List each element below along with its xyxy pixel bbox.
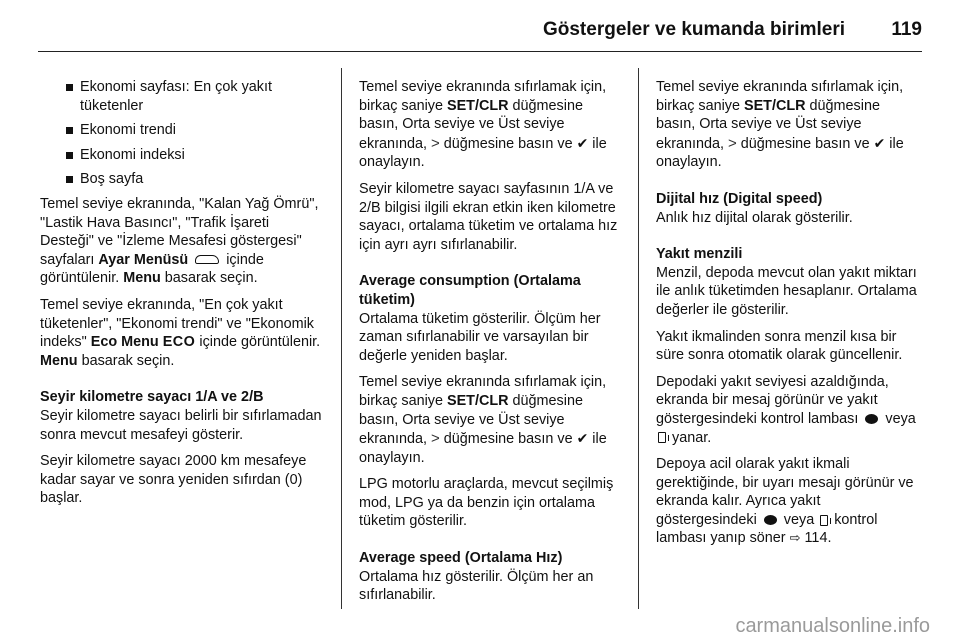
section-heading: Yakıt menzili: [656, 246, 743, 263]
paragraph: Depodaki yakıt seviyesi azaldığında, ekranda bir mesaj görünür ve yakıt göstergesindeki kontrol lambası veya yanar.: [656, 373, 916, 446]
fuel-warning-dot-icon: [865, 414, 878, 424]
paragraph: Seyir kilometre sayacı 2000 km mesafeye kadar sayar ve sonra yeniden sıfırdan (0) başlar.: [40, 453, 307, 507]
bullet-item: Ekonomi trendi: [62, 121, 324, 140]
header-rule: [38, 51, 922, 52]
page-header: [0, 0, 960, 50]
paragraph: Depoya acil olarak yakıt ikmali gerektiğinde, bir uyarı mesajı görünür ve ekranda kalır. Ayrıca yakıt göstergesindeki veya kontrol lambası yanıp söner ⇨ 114.: [656, 456, 914, 547]
paragraph: Ortalama tüketim gösterilir. Ölçüm her zaman sıfırlanabilir ve varsayılan bir değerle yeniden başlar.: [359, 310, 601, 364]
paragraph: LPG motorlu araçlarda, mevcut seçilmiş mod, LPG ya da benzin için ortalama tüketim gösterilir.: [359, 476, 614, 530]
fuel-pump-icon: [658, 432, 666, 443]
section-heading: Average speed (Ortalama Hız): [359, 550, 563, 567]
section-heading: Seyir kilometre sayacı 1/A ve 2/B: [40, 389, 264, 406]
page-number: 119: [891, 19, 922, 40]
column-3: [656, 78, 922, 556]
paragraph: Anlık hız dijital olarak gösterilir.: [656, 209, 853, 226]
bullet-item: Ekonomi sayfası: En çok yakıt tüketenler: [62, 78, 324, 115]
paragraph: Seyir kilometre sayacı belirli bir sıfırlamadan sonra mevcut mesafeyi gösterir.: [40, 407, 322, 443]
bullet-item: Boş sayfa: [62, 170, 324, 189]
check-icon: ✔: [873, 134, 886, 151]
column-2: [359, 78, 625, 613]
check-icon: ✔: [576, 430, 589, 447]
chevron-right-icon: >: [728, 134, 737, 152]
eco-icon: ECO: [162, 334, 196, 351]
paragraph: Temel seviye ekranında sıfırlamak için, birkaç saniye SET/CLR düğmesine basın, Orta seviye ve Üst seviye ekranında, > düğmesine basın ve ✔ ile onaylayın.: [359, 374, 607, 466]
column-1: [40, 78, 324, 516]
paragraph: Yakıt ikmalinden sonra menzil kısa bir süre sonra otomatik olarak güncellenir.: [656, 328, 903, 364]
paragraph: Temel seviye ekranında sıfırlamak için, birkaç saniye SET/CLR düğmesine basın, Orta seviye ve Üst seviye ekranında, > düğmesine basın ve ✔ ile onaylayın.: [656, 79, 904, 171]
paragraph: Temel seviye ekranında, "Kalan Yağ Ömrü", "Lastik Hava Basıncı", "Trafik İşareti Desteği" ve "İzleme Mesafesi göstergesi" sayfaları Ayar Menüsü içinde görüntülenir. Menu basarak seçin.: [40, 195, 319, 287]
fuel-pump-icon: [820, 515, 828, 526]
watermark: carmanualsonline.info: [735, 615, 930, 637]
page-reference-icon: ⇨: [789, 530, 801, 546]
paragraph: Ortalama hız gösterilir. Ölçüm her an sıfırlanabilir.: [359, 568, 594, 604]
paragraph: Temel seviye ekranında, "En çok yakıt tüketenler", "Ekonomi trendi" ve "Ekonomik indeks" Eco Menu ECO içinde görüntülenir. Menu basarak seçin.: [40, 296, 321, 369]
column-divider-1: [341, 68, 342, 609]
section-heading: Average consumption (Ortalama tüketim): [359, 273, 581, 308]
paragraph: Seyir kilometre sayacı sayfasının 1/A ve 2/B bilgisi ilgili ekran etkin iken kilometre sayacı, ortalama tüketim ve ortalama hız için ayrı ayrı sıfırlanabilir.: [359, 180, 618, 253]
paragraph: Temel seviye ekranında sıfırlamak için, birkaç saniye SET/CLR düğmesine basın, Orta seviye ve Üst seviye ekranında, > düğmesine basın ve ✔ ile onaylayın.: [359, 79, 607, 171]
bullet-item: Ekonomi indeksi: [62, 146, 324, 165]
car-icon: [195, 255, 219, 264]
fuel-warning-dot-icon: [764, 515, 777, 525]
chevron-right-icon: >: [431, 134, 440, 152]
check-icon: ✔: [576, 134, 589, 151]
chevron-right-icon: >: [431, 430, 440, 448]
section-heading: Dijital hız (Digital speed): [656, 190, 823, 207]
paragraph: Menzil, depoda mevcut olan yakıt miktarı ile anlık tüketimden hesaplanır. Ortalama değerler ile gösterilir.: [656, 264, 917, 318]
page-reference[interactable]: 114: [804, 530, 828, 547]
column-divider-2: [638, 68, 639, 609]
header-title: Göstergeler ve kumanda birimleri: [542, 19, 845, 40]
